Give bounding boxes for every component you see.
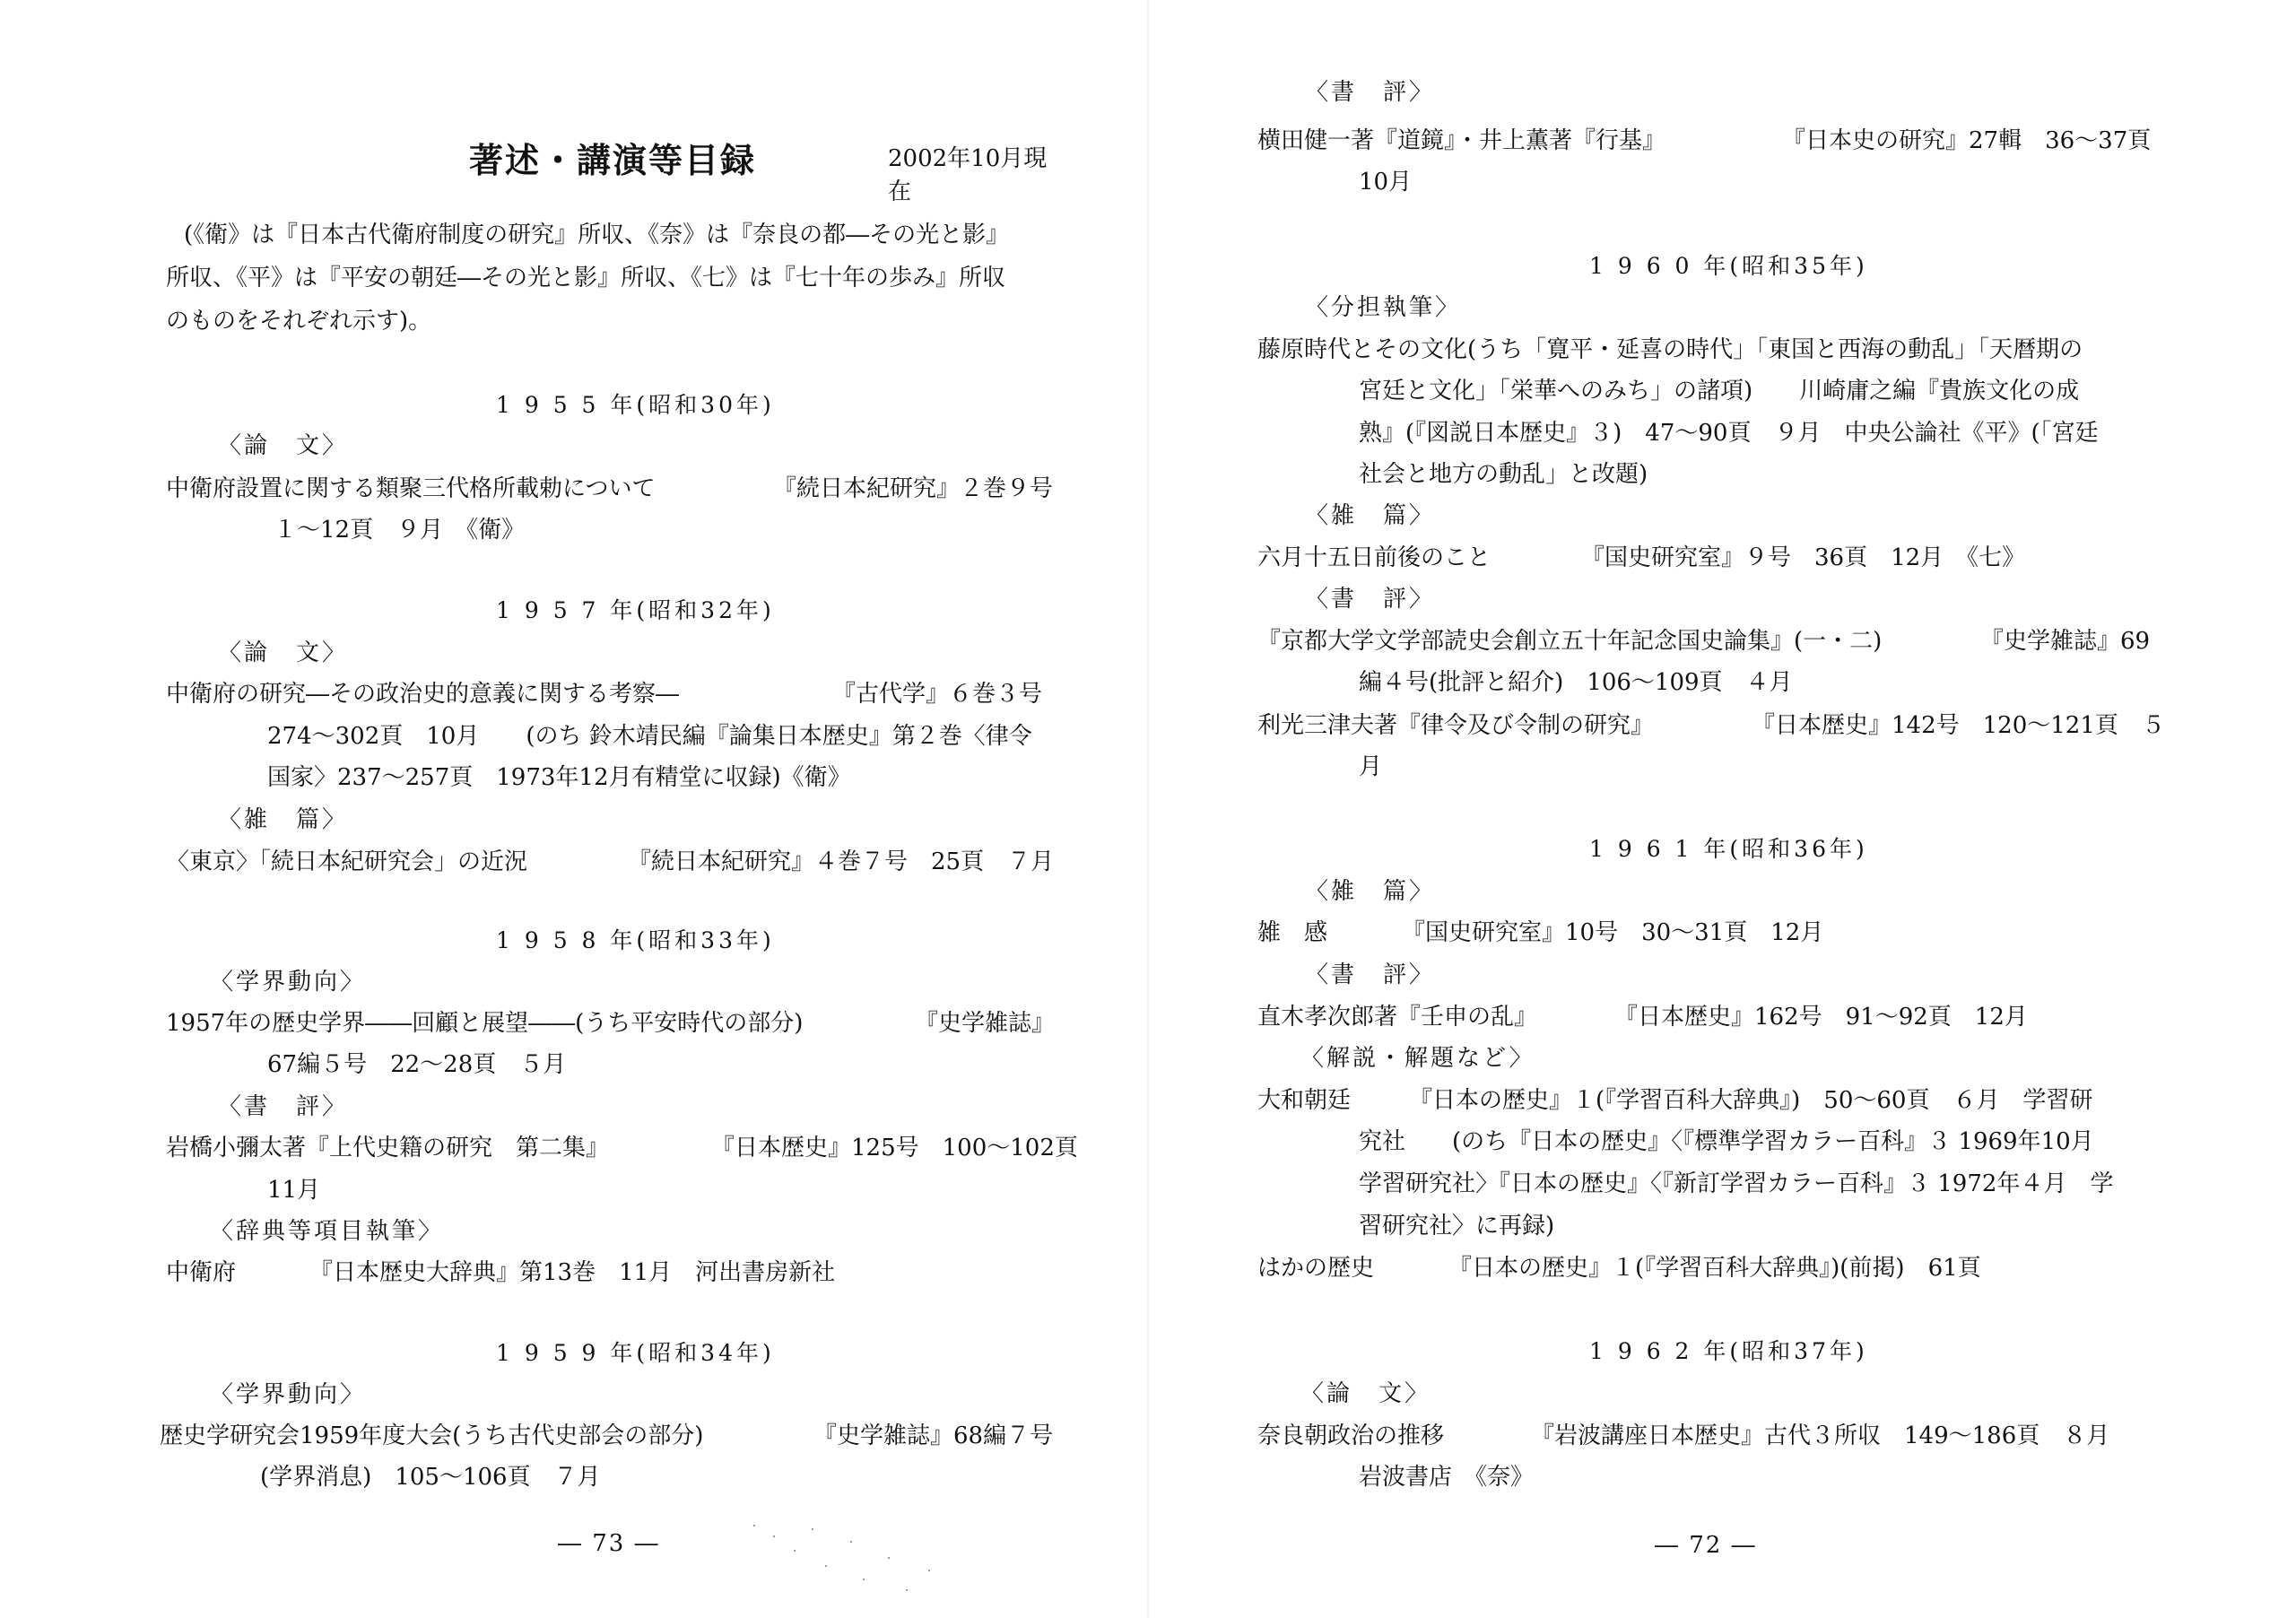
entry-detail: 国家〉237～257頁 1973年12月有精堂に収録)《衛》 <box>267 764 851 791</box>
as-of-date: 2002年10月現在 <box>888 145 1048 205</box>
page-title: 著述・講演等目録 <box>469 140 757 180</box>
category-buntan-shippitsu: 〈分担執筆〉 <box>1305 294 1462 321</box>
year-heading-1962: 1 9 6 2 年(昭和37年) <box>1589 1338 1868 1364</box>
entry-title: 岩橋小彌太著『上代史籍の研究 第二集』 <box>166 1135 610 1161</box>
entry-source: 『日本歴史』125号 100～102頁 <box>711 1135 1078 1161</box>
category-shohyo: 〈書 評〉 <box>1305 586 1436 613</box>
entry-source: 『続日本紀研究』４巻７号 25頁 ７月 <box>628 848 1055 875</box>
category-shohyo: 〈書 評〉 <box>1305 79 1436 106</box>
intro-line: のものをそれぞれ示す)。 <box>166 308 432 335</box>
intro-line: 所収、《平》は『平安の朝廷―その光と影』所収、《七》は『七十年の歩み』所収 <box>166 265 1006 291</box>
entry-source: 『日本歴史』142号 120～121頁 ５ <box>1752 712 2165 739</box>
right-page <box>1148 0 2296 1618</box>
intro-line: (《衛》は『日本古代衛府制度の研究』所収、《奈》は『奈良の都―その光と影』 <box>184 222 1010 248</box>
entry-source: 『史学雑誌』 <box>915 1010 1056 1037</box>
entry-title: 中衛府設置に関する類聚三代格所載勅について <box>166 475 656 502</box>
category-shohyo: 〈書 評〉 <box>218 1093 349 1120</box>
entry-title: 〈東京〉「続日本紀研究会」の近況 <box>166 848 528 875</box>
category-zappen: 〈雑 篇〉 <box>1305 502 1436 529</box>
page-number: ― 72 ― <box>1655 1532 1757 1559</box>
entry-source: 『国史研究室』10号 30～31頁 12月 <box>1402 919 1824 946</box>
entry-source: 『日本の歴史』１(『学習百科大辞典』)(前掲) 61頁 <box>1448 1255 1981 1282</box>
category-kaisetsu: 〈解説・解題など〉 <box>1300 1045 1535 1072</box>
entry-source: 『日本歴史』162号 91～92頁 12月 <box>1614 1004 2028 1031</box>
entry-title: 横田健一著『道鏡』・井上薫著『行基』 <box>1257 127 1666 154</box>
entry-detail: 編４号(批評と紹介) 106～109頁 ４月 <box>1359 669 1793 696</box>
entry-title: 1957年の歴史学界――回顧と展望――(うち平安時代の部分) <box>166 1010 804 1037</box>
category-shohyo: 〈書 評〉 <box>1305 961 1436 988</box>
entry-line: 藤原時代とその文化(うち「寛平・延喜の時代」「東国と西海の動乱」「天暦期の <box>1257 336 2083 363</box>
entry-source: 『日本歴史大辞典』第13巻 11月 河出書房新社 <box>309 1259 836 1286</box>
category-gakkai-doko: 〈学界動向〉 <box>210 1381 367 1408</box>
entry-detail: 274～302頁 10月 (のち 鈴木靖民編『論集日本歴史』第２巻〈律令 <box>267 723 1032 750</box>
title-row <box>166 133 1063 205</box>
category-zappen: 〈雑 篇〉 <box>218 806 349 833</box>
year-heading-1958: 1 9 5 8 年(昭和33年) <box>496 927 775 953</box>
entry-detail: 11月 <box>267 1177 321 1204</box>
entry-detail: (学界消息) 105～106頁 ７月 <box>260 1464 601 1491</box>
entry-detail: 岩波書店 《奈》 <box>1359 1464 1535 1491</box>
year-heading-1961: 1 9 6 1 年(昭和36年) <box>1589 836 1868 862</box>
entry-source: 『史学雑誌』68編７号 <box>813 1422 1054 1449</box>
entry-title: 奈良朝政治の推移 <box>1257 1422 1445 1449</box>
entry-source: 『史学雑誌』69 <box>1980 628 2151 655</box>
entry-line: 社会と地方の動乱」と改題) <box>1359 461 1648 488</box>
entry-line: 究社 (のち『日本の歴史』〈『標準学習カラー百科』３ 1969年10月 <box>1359 1128 2094 1155</box>
entry-source: 『岩波講座日本歴史』古代３所収 149～186頁 ８月 <box>1531 1422 2110 1449</box>
entry-line: 大和朝廷 『日本の歴史』１(『学習百科大辞典』) 50～60頁 ６月 学習研 <box>1257 1087 2093 1114</box>
year-heading-1959: 1 9 5 9 年(昭和34年) <box>496 1340 775 1366</box>
entry-title: 直木孝次郎著『壬申の乱』 <box>1257 1004 1538 1031</box>
entry-title: 中衛府の研究―その政治史的意義に関する考察― <box>166 681 680 708</box>
category-jiten: 〈辞典等項目執筆〉 <box>210 1218 445 1245</box>
year-heading-1957: 1 9 5 7 年(昭和32年) <box>496 597 775 623</box>
entry-source: 『国史研究室』９号 36頁 12月 《七》 <box>1581 544 2026 571</box>
page-number: ― 73 ― <box>558 1530 660 1557</box>
entry-line: 宮廷と文化」「栄華へのみち」の諸項) 川崎庸之編『貴族文化の成 <box>1359 378 2080 404</box>
category-ronbun: 〈論 文〉 <box>218 432 349 459</box>
category-zappen: 〈雑 篇〉 <box>1305 878 1436 905</box>
intro-note <box>166 213 1063 343</box>
category-ronbun: 〈論 文〉 <box>1300 1380 1431 1407</box>
entry-title: 『京都大学文学部読史会創立五十年記念国史論集』(一・二) <box>1257 628 1883 655</box>
category-ronbun: 〈論 文〉 <box>218 639 349 666</box>
entry-line: 熟』(『図説日本歴史』３) 47～90頁 ９月 中央公論社《平》(「宮廷 <box>1359 420 2099 447</box>
entry-detail: １～12頁 ９月 《衛》 <box>274 517 526 544</box>
entry-title: 雑 感 <box>1257 919 1328 946</box>
entry-source: 『続日本紀研究』２巻９号 <box>773 475 1054 502</box>
entry-detail: 67編５号 22～28頁 ５月 <box>267 1051 567 1078</box>
entry-title: 六月十五日前後のこと <box>1257 544 1492 571</box>
entry-source: 『日本史の研究』27輯 36～37頁 <box>1782 127 2152 154</box>
entry-source: 『古代学』６巻３号 <box>832 681 1043 708</box>
entry-line: 学習研究社〉『日本の歴史』〈『新訂学習カラー百科』３ 1972年４月 学 <box>1359 1170 2114 1197</box>
entry-title: はかの歴史 <box>1257 1255 1375 1282</box>
entry-title: 利光三津夫著『律令及び令制の研究』 <box>1257 712 1655 739</box>
category-gakkai-doko: 〈学界動向〉 <box>210 969 367 996</box>
entry-detail: 10月 <box>1359 169 1413 196</box>
entry-title: 中衛府 <box>166 1259 237 1286</box>
year-heading-1960: 1 9 6 0 年(昭和35年) <box>1589 253 1868 279</box>
entry-line: 習研究社〉に再録) <box>1359 1213 1555 1240</box>
entry-title: 歴史学研究会1959年度大会(うち古代史部会の部分) <box>160 1422 704 1449</box>
year-heading-1955: 1 9 5 5 年(昭和30年) <box>496 392 775 418</box>
entry-detail: 月 <box>1359 753 1383 780</box>
